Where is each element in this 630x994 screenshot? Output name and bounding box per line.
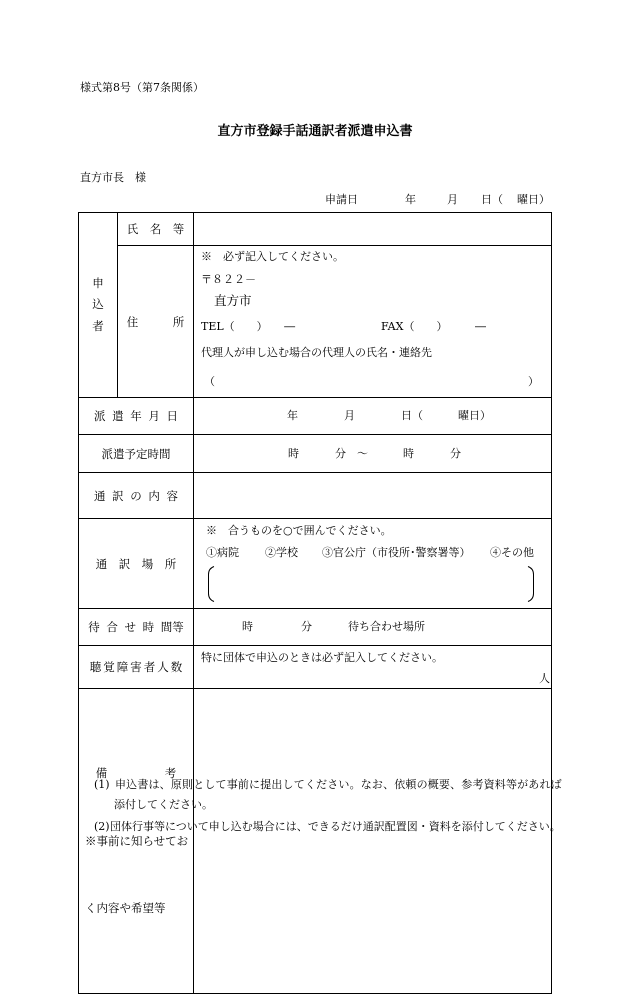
interpretation-place-label: 通 訳 場 所 [79, 519, 194, 609]
applicant-name-row [79, 213, 552, 246]
name-label: 氏 名 等 [118, 213, 194, 246]
tel-label: TEL（ ） ― [201, 320, 296, 333]
hearing-impaired-count-label: 聴覚障害者人数 [79, 646, 194, 689]
form-number: 様式第8号（第7条関係） [80, 81, 204, 94]
applicant-group-label: 申込者 [92, 275, 104, 333]
interpretation-content-row [79, 473, 552, 519]
place-option-other: ④その他 [490, 546, 534, 559]
place-option-hospital: ①病院 [206, 546, 239, 559]
time-range-separator: ～ [357, 446, 368, 460]
note-1-text: 申込書は、原則として事前に提出してください。なお、依頼の概要、参考資料等があれば [115, 778, 562, 791]
interpretation-content-label: 通 訳 の 内 容 [79, 473, 194, 519]
interpretation-place-field [194, 519, 552, 609]
application-date-year-unit: 年 [405, 193, 416, 206]
application-form-table [78, 212, 552, 994]
address-required-note: ※ 必ず記入してください。 [201, 250, 344, 263]
meeting-row [79, 609, 552, 646]
place-selection-note: ※ 合うものを○で囲んでください。 [206, 524, 392, 537]
meeting-field [194, 609, 552, 646]
dispatch-date-weekday-unit: 曜日） [458, 409, 491, 422]
applicant-address-row [79, 246, 552, 398]
note-1-number: (1) [94, 778, 110, 791]
note-2-number: (2) [94, 820, 110, 833]
hearing-impaired-count-field [194, 646, 552, 689]
dispatch-date-day-unit: 日（ [401, 409, 423, 422]
remarks-description-line: く内容や希望等 [85, 901, 166, 915]
application-date-month-unit: 月 [447, 193, 458, 206]
dispatch-date-row [79, 398, 552, 435]
meeting-place-label: 待ち合わせ場所 [348, 620, 425, 633]
interpretation-place-row [79, 519, 552, 609]
hearing-impaired-count-row [79, 646, 552, 689]
meeting-hour-unit: 時 [242, 620, 253, 633]
form-title: 直方市登録手話通訳者派遣申込書 [217, 124, 413, 139]
name-field [194, 213, 552, 246]
application-date-weekday-unit: 曜日） [517, 193, 550, 206]
meeting-label: 待 合 せ 時 間等 [79, 609, 194, 646]
person-count-unit: 人 [539, 672, 550, 685]
meeting-minute-unit: 分 [301, 620, 312, 633]
city-name: 直方市 [214, 293, 252, 308]
end-minute-unit: 分 [450, 446, 461, 460]
fax-label: FAX（ ） ― [381, 320, 486, 333]
application-date-label: 申請日 [325, 193, 358, 206]
dispatch-date-month-unit: 月 [344, 409, 355, 422]
dispatch-time-field [194, 435, 552, 473]
address-label: 住 所 [118, 246, 194, 398]
proxy-close-paren: ） [528, 375, 539, 388]
note-2-line-1 [80, 806, 561, 848]
dispatch-date-label: 派 遣 年 月 日 [79, 398, 194, 435]
address-field [194, 246, 552, 398]
application-date-line [0, 193, 630, 207]
postal-code-prefix: 〒８２２－ [201, 273, 256, 286]
applicant-group-cell [79, 213, 118, 398]
end-hour-unit: 時 [403, 446, 414, 460]
start-minute-unit: 分 [335, 446, 346, 460]
dispatch-time-row [79, 435, 552, 473]
dispatch-time-label: 派遣予定時間 [79, 435, 194, 473]
left-bracket-icon [207, 566, 215, 602]
note-2-text: 団体行事等について申し込む場合には、できるだけ通訳配置図・資料を添付してください。 [110, 820, 561, 833]
group-application-note: 特に団体で申込のときは必ず記入してください。 [201, 651, 443, 664]
note-1-text-continued: 添付してください。 [114, 798, 213, 811]
start-hour-unit: 時 [288, 446, 299, 460]
right-bracket-icon [527, 566, 535, 602]
dispatch-date-year-unit: 年 [287, 409, 298, 422]
remarks-description-line: ※事前に知らせてお [85, 833, 189, 848]
place-option-public-office: ③官公庁（市役所･警察署等） [322, 546, 471, 559]
application-date-day-unit: 日（ [481, 193, 503, 206]
proxy-open-paren: （ [204, 375, 215, 388]
remarks-label: 備 考 [95, 766, 177, 780]
dispatch-date-field [194, 398, 552, 435]
place-option-school: ②学校 [265, 546, 298, 559]
proxy-contact-note: 代理人が申し込む場合の代理人の氏名・連絡先 [201, 346, 432, 359]
addressee: 直方市長 様 [80, 171, 146, 184]
interpretation-content-field [194, 473, 552, 519]
